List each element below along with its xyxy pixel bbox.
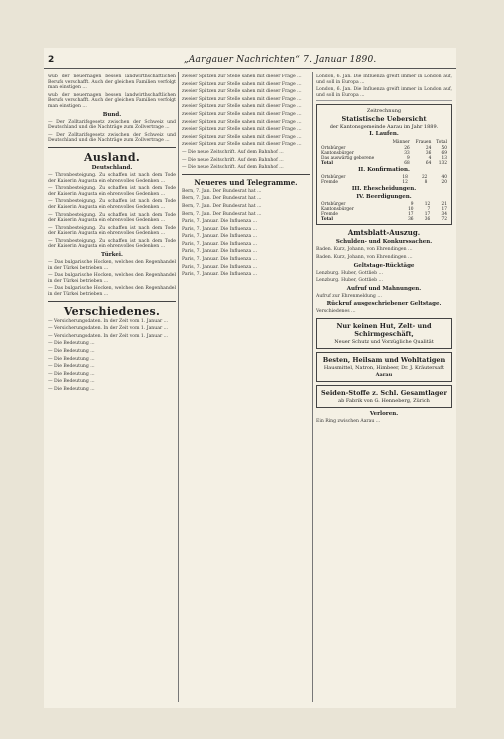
article-paragraph: — Das bulgarische Hocken, welches den Regenhandel in der Türkei betrieben ... <box>48 273 176 284</box>
statistics-box <box>316 104 452 225</box>
article-paragraph: London, 6. Jan. Die Influenza greift immer in London auf, und soll in Europa ... <box>316 87 452 98</box>
article-paragraph: — Die Bedeutung ... <box>48 379 95 385</box>
article-paragraph: — Versicherungsdaten. In der Zeit vom 1. Januar ... <box>48 318 169 324</box>
subheading-deutschland: Deutschland. <box>91 164 133 171</box>
table-row: Ortsbürger 26 24 50 <box>321 146 447 152</box>
article-paragraph: Paris, 7. Januar. Die Influenza ... <box>182 264 258 270</box>
article-paragraph: Verschiedenes … <box>316 309 356 315</box>
article-paragraph: Bern, 7. Jan. Der Bundesrat hat ... <box>182 188 262 194</box>
table-header-row <box>320 139 448 146</box>
article-paragraph: — Die Bedeutung ... <box>48 341 95 347</box>
section-heading-bund: Bund. <box>102 111 122 118</box>
article-paragraph: zweier Spitzen zur Stelle sahen mit dieser Frage ... <box>182 96 302 102</box>
statistics-subtitle: der Kantonsgemeinde Aarau im Jahr 1889. <box>329 124 439 131</box>
article-paragraph: — Die Bedeutung ... <box>48 386 95 392</box>
article-paragraph: — Die Bedeutung ... <box>48 371 95 377</box>
article-paragraph: — Die Bedeutung ... <box>48 349 95 354</box>
column-2 <box>182 74 310 702</box>
article-paragraph: — Das bulgarische Hocken, welches den Regenhandel in der Türkei betrieben ... <box>48 260 176 271</box>
article-paragraph: zweier Spitzen zur Stelle sahen mit dieser Frage ... <box>182 142 302 148</box>
statistics-table-burials <box>320 202 448 222</box>
heading-amtsblatt: Amtsblatt-Auszug. <box>347 228 421 238</box>
ad-subline: Neuer Schutz und Vorzügliche Qualität <box>334 338 434 345</box>
article-paragraph: zweier Spitzen zur Stelle sahen mit dieser Frage ... <box>182 89 302 95</box>
ad-headline: Besten, Heilsam und Wohltatigen <box>322 355 446 364</box>
divider <box>316 100 452 101</box>
column-divider <box>312 72 313 702</box>
article-paragraph: — Der Zolltarifsgesetz zwischen der Schweiz und Deutschland und die Nachträge zum Zollvertrage ... <box>48 132 176 144</box>
table-row: Total 36 36 72 <box>321 217 447 223</box>
ad-location: Aarau <box>375 371 393 378</box>
article-paragraph: — Thronbesteigung. Zu schaffen ist nach dem Tode der Kaiserin Augusta ein ehrenvolles Gedenken … <box>48 225 176 237</box>
statistics-section: II. Konfirmation. <box>358 167 410 174</box>
ad-subline: ab Fabrik von G. Henneberg, Zürich <box>338 397 430 404</box>
subheading-rueckruf: Rückruf ausgeschriebener Geltstage. <box>326 301 442 308</box>
article-paragraph: zweier Spitzen zur Stelle sahen mit dieser Frage ... <box>182 81 302 87</box>
article-paragraph: zweier Spitzen zur Stelle sahen mit dieser Frage ... <box>182 104 302 110</box>
subheading-geltstage: Geltstage-Rücktäge <box>353 262 415 269</box>
table-row: Total 68 64 132 <box>321 161 447 167</box>
divider <box>182 174 310 175</box>
article-paragraph: Paris, 7. Januar. Die Influenza ... <box>182 219 258 225</box>
table-row: Ortsbürger 9 12 21 <box>321 202 447 208</box>
article-paragraph: Baden. Kurz, Johann, von Ehrendingen … <box>316 254 413 260</box>
heading-neueres-telegramme: Neueres und Telegramme. <box>194 177 298 187</box>
divider <box>48 301 176 302</box>
newspaper-title: „Aargauer Nachrichten“ 7. Januar 1890. <box>184 55 377 65</box>
article-paragraph: — Thronbesteigung. Zu schaffen ist nach dem Tode der Kaiserin Augusta ein ehrenvolles Gedenken … <box>48 186 176 197</box>
article-paragraph: — Die Bedeutung ... <box>48 356 95 362</box>
article-paragraph: zweier Spitzen zur Stelle sahen mit dieser Frage ... <box>182 134 302 140</box>
article-paragraph: Lenzburg. Huber, Gottlieb … <box>316 270 384 276</box>
column-3 <box>316 74 452 702</box>
article-paragraph: — Thronbesteigung. Zu schaffen ist nach dem Tode der Kaiserin Augusta ein ehrenvolles Gedenken … <box>48 238 176 250</box>
ad-headline: Nur keinen Hut, Zelt- und Schirmgeschäft, <box>336 321 432 338</box>
article-paragraph: Bern, 7. Jan. Der Bundesrat hat ... <box>182 196 262 202</box>
article-paragraph: Paris, 7. Januar. Die Influenza ... <box>182 241 258 247</box>
statistics-section: III. Ehescheidungen. <box>351 186 417 193</box>
subheading-tuerkei: Türkei. <box>101 252 123 259</box>
article-paragraph: Paris, 7. Januar. Die Influenza ... <box>182 272 258 278</box>
article-paragraph: — Thronbesteigung. Zu schaffen ist nach dem Tode der Kaiserin Augusta ein ehrenvolles Gedenken … <box>48 172 176 184</box>
subheading-aufruf: Aufruf und Mahnungen. <box>346 285 422 292</box>
table-row: Fremde 17 17 34 <box>321 212 447 218</box>
article-paragraph: London, 6. Jan. Die Influenza greift immer in London auf, und soll in Europa ... <box>316 74 452 85</box>
heading-verschiedenes: Verschiedenes. <box>63 304 161 318</box>
newspaper-page <box>44 48 456 708</box>
article-paragraph: — Die neue Zeitschrift. Auf dem Bahnhof ... <box>182 165 284 171</box>
article-paragraph: wub der neuernagen bessen landwirthschaftlichen Berufs verschafft. Auch der gleichen Familien verfolgt man einstigen ... <box>48 92 176 109</box>
table-row: Kantonsbürger 10 7 17 <box>321 207 447 213</box>
article-paragraph: Paris, 7. Januar. Die Influenza ... <box>182 226 258 232</box>
article-paragraph: — Der Zolltarifsgesetz zwischen der Schweiz und Deutschland und die Nachträge zum Zollvertrage ... <box>48 119 176 131</box>
table-row: Ortsbürger 18 22 40 <box>321 175 447 181</box>
advertisement-hats <box>316 318 452 349</box>
statistics-section: I. Laufen. <box>369 131 399 138</box>
column-1 <box>48 74 176 702</box>
article-paragraph: — Versicherungsdaten. In der Zeit vom 1. Januar ... <box>48 326 169 332</box>
page-number: 2 <box>48 55 55 65</box>
masthead <box>44 54 456 69</box>
article-paragraph: wub der neuernagen bessen landwirthschaftlichen Berufs verschafft. Auch der gleichen Familien verfolgt man einstigen ... <box>48 74 176 91</box>
ad-subline: Hausmittel, Natron, Himbeer, Dr. J. Kräutersaft <box>323 364 445 371</box>
statistics-table-births <box>320 139 448 166</box>
statistics-title: Statistische Uebersicht <box>341 115 427 124</box>
article-paragraph: Bern, 7. Jan. Der Bundesrat hat ... <box>182 203 262 209</box>
article-paragraph: Baden. Kurz, Johann, von Ehrendingen … <box>316 247 413 253</box>
article-paragraph: zweier Spitzen zur Stelle sahen mit dieser Frage ... <box>182 119 302 125</box>
article-paragraph: Aufruf zur Ehrenmeldung … <box>316 293 382 299</box>
article-paragraph: Paris, 7. Januar. Die Influenza ... <box>182 249 258 255</box>
article-paragraph: Lenzburg. Huber, Gottlieb … <box>316 278 384 284</box>
article-paragraph: — Die neue Zeitschrift. Auf dem Bahnhof ... <box>182 149 284 155</box>
article-paragraph: zweier Spitzen zur Stelle sahen mit dieser Frage ... <box>182 74 302 79</box>
article-paragraph: Bern, 7. Jan. Der Bundesrat hat ... <box>182 211 262 217</box>
divider <box>48 147 176 148</box>
column-divider <box>178 72 179 702</box>
table-row: Fremde 12 8 20 <box>321 180 447 186</box>
col-header: Frauen <box>415 140 432 146</box>
article-paragraph: zweier Spitzen zur Stelle sahen mit dieser Frage ... <box>182 127 302 133</box>
article-paragraph: zweier Spitzen zur Stelle sahen mit dieser Frage ... <box>182 111 302 117</box>
advertisement-remedy <box>316 352 452 382</box>
statistics-table-confirmation <box>320 175 448 185</box>
statistics-section: IV. Beerdigungen. <box>356 194 412 201</box>
advertisement-silk <box>316 385 452 408</box>
col-header: Total <box>436 140 447 146</box>
notice-lost: Verloren. <box>369 410 399 417</box>
article-paragraph: — Die neue Zeitschrift. Auf dem Bahnhof ... <box>182 157 284 163</box>
article-paragraph: — Thronbesteigung. Zu schaffen ist nach dem Tode der Kaiserin Augusta ein ehrenvolles Gedenken … <box>48 199 176 210</box>
col-header: Männer <box>392 140 410 146</box>
article-paragraph: — Das bulgarische Hocken, welches den Regenhandel in der Türkei betrieben ... <box>48 286 176 298</box>
article-paragraph: — Die Bedeutung ... <box>48 364 95 370</box>
notice-label: Zeitrechnung <box>366 108 402 115</box>
article-paragraph: Ein Ring zwischen Aarau ... <box>316 418 381 424</box>
article-paragraph: Paris, 7. Januar. Die Influenza ... <box>182 257 258 263</box>
heading-ausland: Ausland. <box>84 150 140 164</box>
subheading-amtsblatt: Schulden- und Konkurssachen. <box>335 239 433 246</box>
ad-headline: Seiden-Stoffe z. Schl. Gesamtlager <box>321 388 447 397</box>
article-paragraph: Paris, 7. Januar. Die Influenza ... <box>182 234 258 240</box>
article-paragraph: — Versicherungsdaten. In der Zeit vom 1. Januar ... <box>48 333 169 339</box>
table-row: Kantonsbürger 33 36 69 <box>321 151 447 157</box>
table-row: Das auswärtig geborene 9 4 13 <box>321 156 447 162</box>
article-paragraph: — Thronbesteigung. Zu schaffen ist nach dem Tode der Kaiserin Augusta ein ehrenvolles Gedenken … <box>48 212 176 224</box>
